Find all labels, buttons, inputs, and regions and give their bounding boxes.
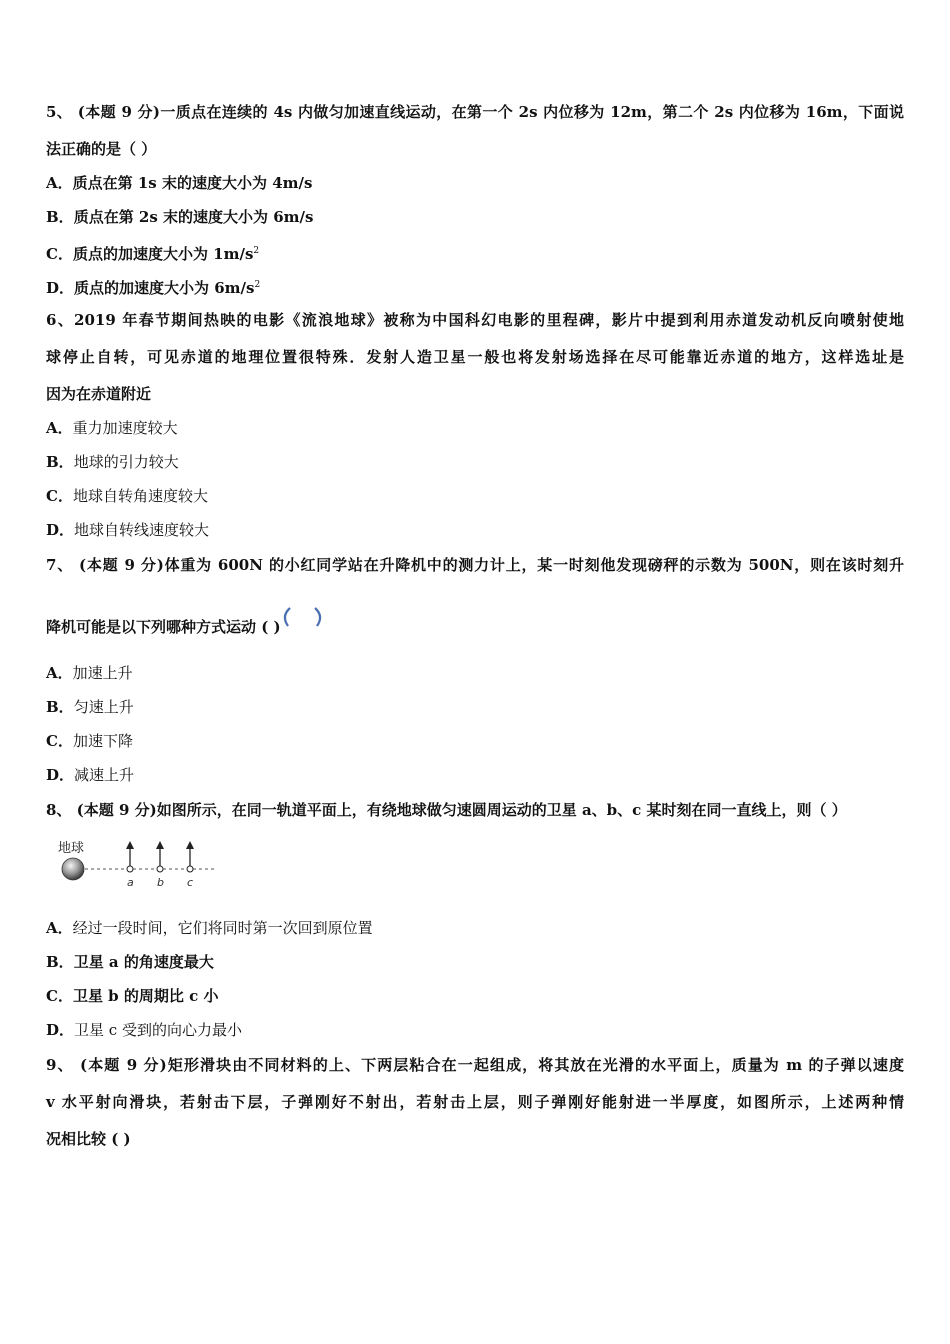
q9-stem-line3: 况相比较 ( )	[46, 1130, 131, 1148]
option-key: A．	[46, 419, 73, 437]
q7-stem-line2: 降机可能是以下列哪种方式运动 ( )	[46, 618, 281, 636]
satellite-b	[156, 841, 164, 889]
option-text: 质点在第 1s 末的速度大小为 4m/s	[72, 174, 313, 192]
satellite-label-b: b	[157, 876, 164, 889]
q6-option-b[interactable]	[46, 452, 179, 472]
q6-option-d[interactable]	[46, 520, 209, 540]
satellite-label-a: a	[127, 876, 134, 889]
option-text: 地球自转角速度较大	[72, 487, 208, 505]
q7-option-c[interactable]	[46, 731, 133, 751]
superscript: 2	[254, 280, 261, 290]
q5-option-a[interactable]	[46, 173, 312, 193]
option-key: B．	[46, 453, 74, 471]
answer-bracket-icon	[278, 604, 328, 636]
velocity-arrow-icon	[186, 841, 194, 849]
option-text: 匀速上升	[73, 698, 134, 716]
option-text: 质点的加速度大小为 6m/s	[74, 279, 255, 297]
velocity-arrow-icon	[126, 841, 134, 849]
option-key: C．	[46, 487, 73, 505]
earth-icon	[62, 858, 84, 880]
q8-option-a[interactable]	[46, 918, 373, 938]
q7-option-b[interactable]	[46, 697, 134, 717]
option-text: 卫星 a 的角速度最大	[73, 953, 214, 971]
q6-stem-line3: 因为在赤道附近	[46, 385, 152, 403]
q7-option-d[interactable]	[46, 765, 134, 785]
q9-stem-line2: v 水平射向滑块，若射击下层，子弹刚好不射出，若射击上层，则子弹刚好能射进一半厚度，如图所示，上述两种情	[46, 1093, 904, 1111]
option-text: 卫星 b 的周期比 c 小	[72, 987, 219, 1005]
option-key: B．	[46, 698, 74, 716]
option-key: D．	[46, 766, 75, 784]
option-key: B．	[46, 953, 74, 971]
satellite-c	[186, 841, 194, 889]
q6-option-a[interactable]	[46, 418, 178, 438]
q7-stem-line1: 7、 (本题 9 分)体重为 600N 的小红同学站在升降机中的测力计上，某一时刻他发现磅秤的示数为 500N，则在该时刻升	[46, 556, 904, 574]
velocity-arrow-icon	[156, 841, 164, 849]
superscript: 2	[253, 246, 260, 256]
option-key: A．	[46, 174, 73, 192]
q5-stem-line1: 5、 (本题 9 分)一质点在连续的 4s 内做匀加速直线运动，在第一个 2s 内位移为 12m，第二个 2s 内位移为 16m，下面说	[46, 103, 904, 121]
option-key: C．	[46, 732, 73, 750]
satellite-a	[126, 841, 134, 889]
q6-stem-line2: 球停止自转，可见赤道的地理位置很特殊．发射人造卫星一般也将发射场选择在尽可能靠近赤道的地方，这样选址是	[46, 348, 904, 366]
option-key: B．	[46, 208, 74, 226]
option-key: D．	[46, 1021, 75, 1039]
option-text: 质点在第 2s 末的速度大小为 6m/s	[73, 208, 314, 226]
option-key: D．	[46, 521, 75, 539]
q6-option-c[interactable]	[46, 486, 208, 506]
q5-option-d[interactable]	[46, 275, 260, 298]
option-text: 经过一段时间，它们将同时第一次回到原位置	[72, 919, 373, 937]
q9-stem-line1: 9、 (本题 9 分)矩形滑块由不同材料的上、下两层粘合在一起组成，将其放在光滑的水平面上，质量为 m 的子弹以速度	[46, 1056, 904, 1074]
option-key: C．	[46, 245, 73, 263]
option-text: 卫星 c 受到的向心力最小	[74, 1021, 242, 1039]
q7-option-a[interactable]	[46, 663, 133, 683]
satellite-diagram	[55, 838, 225, 890]
q8-option-c[interactable]	[46, 986, 218, 1006]
q5-stem-line2: 法正确的是（ ）	[46, 140, 157, 158]
option-key: A．	[46, 919, 73, 937]
option-text: 地球自转线速度较大	[74, 521, 210, 539]
earth-label: 地球	[58, 841, 85, 856]
option-text: 质点的加速度大小为 1m/s	[72, 245, 254, 263]
option-text: 减速上升	[74, 766, 135, 784]
option-text: 地球的引力较大	[73, 453, 179, 471]
q5-option-c[interactable]	[46, 241, 259, 264]
option-key: D．	[46, 279, 75, 297]
q8-stem-line1: 8、 (本题 9 分)如图所示，在同一轨道平面上，有绕地球做匀速圆周运动的卫星 a、b、c 某时刻在同一直线上，则（ ）	[46, 801, 847, 819]
option-key: A．	[46, 664, 73, 682]
q5-option-b[interactable]	[46, 207, 313, 227]
option-text: 重力加速度较大	[72, 419, 178, 437]
q6-stem-line1: 6、2019 年春节期间热映的电影《流浪地球》被称为中国科幻电影的里程碑，影片中提到利用赤道发动机反向喷射使地	[46, 311, 904, 329]
option-text: 加速上升	[72, 664, 133, 682]
q8-option-d[interactable]	[46, 1020, 242, 1040]
q8-option-b[interactable]	[46, 952, 214, 972]
option-key: C．	[46, 987, 73, 1005]
option-text: 加速下降	[72, 732, 133, 750]
satellite-label-c: c	[187, 876, 194, 889]
